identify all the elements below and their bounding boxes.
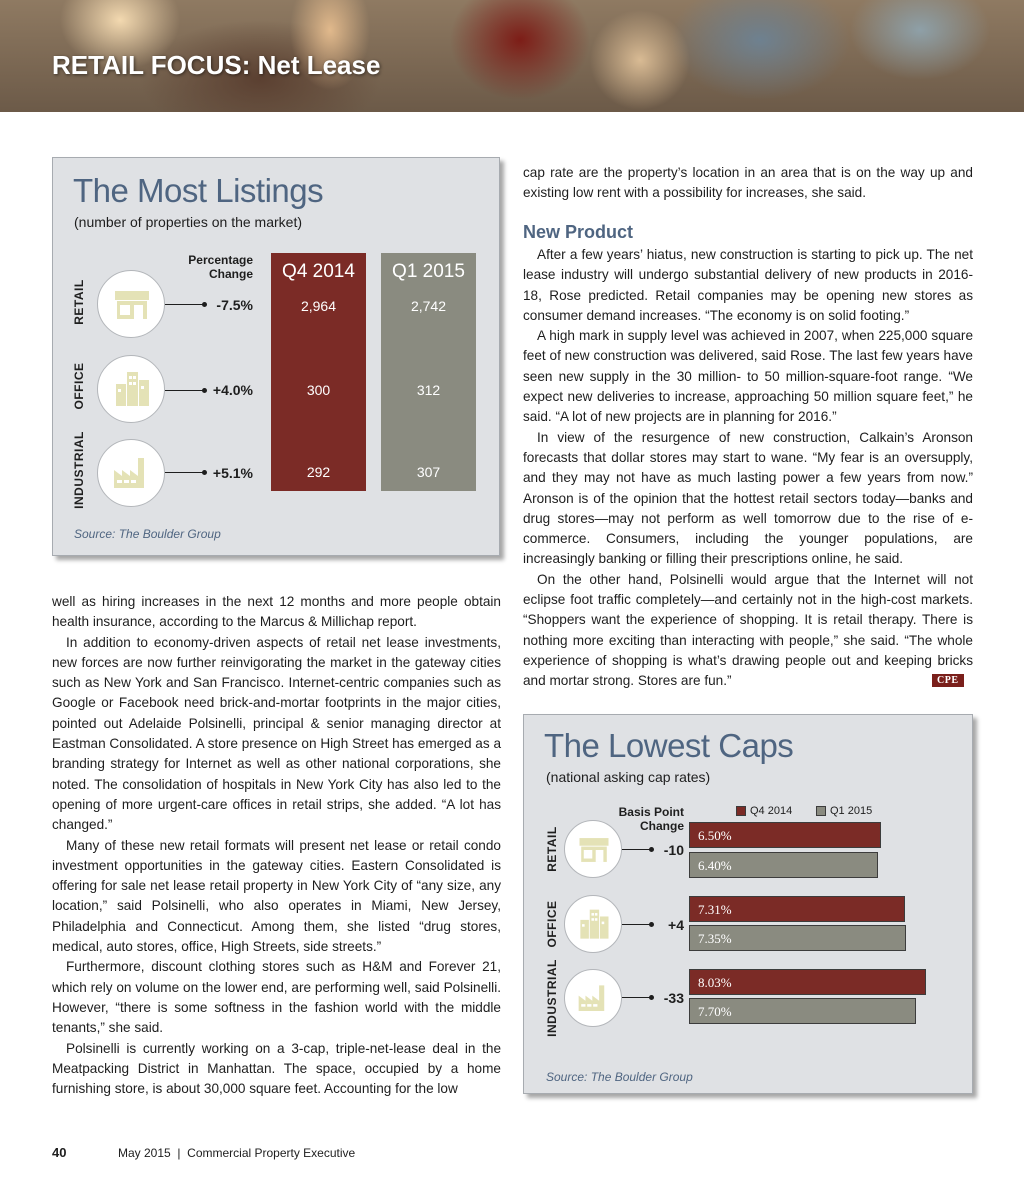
bar-industrial-q4-2014	[689, 969, 926, 995]
legend-label: Q1 2015	[830, 805, 873, 817]
bar-value-label: 7.35%	[698, 931, 732, 946]
storefront-icon	[97, 270, 165, 338]
q1-2015-header: Q1 2015	[392, 261, 465, 282]
right-column-body: After a few years’ hiatus, new construction is starting to pick up. The net lease industry will undergo substantial delivery of new products in 2016-18, Rose predicted. Retail companies may be opening new stores as consumer demand increases. “The economy is on solid footing.” A high mark in supply level was achieved in 2007, when 225,000 square feet of new construction was delivered, said Rose. The last few years have seen new supply in the 30 million- to 50 million-square-foot range. “We expect new deliveries to increase, approaching 50 million square feet,” he said. “A lot of new projects are in planning for 2016.” In view of the resurgence of new construction, Calkain’s Aronson forecasts that dollar stores may start to wane. “My fear is an oversupply, and they may not have as much lasting power a few years from now.” Aronson is of the opinion that the hottest retail sectors today—banks and drug stores—may not perform as well tomorrow due to the rise of e-commerce. Consumers, including the younger populations, are increasingly banking or filling their prescriptions online, he said. On the other hand, Polsinelli would argue that the Internet will not eclipse foot traffic completely—and certainly not in the high-cost markets. “Shoppers want the experience of shopping. It is retail therapy. There is nothing more exciting than interacting with people,” she said. “The whole experience of shopping is what’s drawing people out and keeping bricks and mortar strong. Stores are fun.”	[523, 247, 973, 689]
right-column-intro: cap rate are the property’s location in an area that is on the way up and existing low rent with a possibility for increases, she said.	[523, 165, 973, 201]
percentage-change-retail: -7.5%	[216, 297, 253, 313]
q4-2014-column	[271, 253, 366, 491]
cpe-end-mark: CPE	[932, 674, 964, 687]
listing-value: 2,742	[410, 298, 447, 314]
lowest-caps-title: The Lowest Caps	[544, 727, 794, 764]
lowest-caps-subtitle: (national asking cap rates)	[546, 769, 711, 785]
header-banner	[0, 0, 1024, 112]
bar-value-label: 6.50%	[698, 828, 732, 843]
bar-retail-q4-2014	[689, 822, 881, 848]
storefront-icon	[564, 820, 622, 878]
q4-2014-header: Q4 2014	[282, 261, 355, 282]
listing-value: 307	[416, 464, 441, 480]
bar-retail-q1-2015	[689, 852, 878, 878]
percentage-change-industrial: +5.1%	[212, 465, 253, 481]
listing-value: 300	[306, 382, 331, 398]
lowest-caps-box	[523, 714, 973, 1094]
factory-icon	[564, 969, 622, 1027]
bar-office-q1-2015	[689, 925, 906, 951]
bar-office-q4-2014	[689, 896, 905, 922]
office-buildings-icon	[564, 895, 622, 953]
percentage-change-header: Percentage Change	[188, 253, 253, 281]
percentage-change-office: +4.0%	[212, 382, 253, 398]
most-listings-subtitle: (number of properties on the market)	[74, 214, 302, 230]
most-listings-box	[52, 157, 500, 556]
row-label-industrial: INDUSTRIAL	[72, 431, 86, 509]
legend-swatch	[816, 806, 826, 816]
new-product-subhead: New Product	[523, 222, 634, 242]
legend-swatch	[736, 806, 746, 816]
page-number: 40	[52, 1145, 67, 1160]
bar-value-label: 7.70%	[698, 1004, 732, 1019]
bar-value-label: 7.31%	[698, 902, 732, 917]
footer-publication: May 2015 | Commercial Property Executive	[118, 1146, 356, 1160]
source-note: Source: The Boulder Group	[74, 527, 221, 541]
basis-point-change-industrial: -33	[663, 990, 684, 1006]
left-column-body: well as hiring increases in the next 12 months and more people obtain health insurance, according to the Marcus & Millichap report. In addition to economy-driven aspects of retail net lease investments, new forces are now further reinvigorating the market in the gateway cities such as New York and San Francisco. Internet-centric companies such as Google or Facebook need brick-and-mortar footprints in the major cities, pointed out Adelaide Polsinelli, principal & senior managing director at Eastman Consolidated. A store presence on High Street has emerged as a branding strategy for Internet as well as other national corporations, she noted. The consolidation of hospitals in New York City has also led to the opening of more urgent-care offices in retail strips, she added. “A lot has changed.” Many of these new retail formats will present net lease or retail condo investment opportunities in the gateway cities. Eastern Consolidated is offering for sale net lease retail property in New York City of “any size, any location,” said Polsinelli, who also operates in Miami, New Jersey, Philadelphia and Connecticut. Among them, she listed “drug stores, medical, auto stores, office, High Streets, side streets.” Furthermore, discount clothing stores such as H&M and Forever 21, which rely on volume on the lower end, are performing well, said Polsinelli. However, “there is some softness in the fashion world with the middle tenants,” she said. Polsinelli is currently working on a 3-cap, triple-net-lease deal in the Meatpacking District in Manhattan. The space, occupied by a home furnishing store, is about 30,000 square feet. Accounting for the low	[52, 594, 501, 1097]
source-note: Source: The Boulder Group	[546, 1070, 693, 1084]
legend-q1-2015	[816, 805, 872, 817]
row-label-retail: RETAIL	[72, 279, 86, 325]
section-title: RETAIL FOCUS: Net Lease	[52, 50, 381, 80]
listing-value: 292	[306, 464, 331, 480]
listing-value: 2,964	[300, 298, 337, 314]
factory-icon	[97, 439, 165, 507]
bar-value-label: 6.40%	[698, 858, 732, 873]
basis-point-change-office: +4	[668, 917, 684, 933]
row-label-office: OFFICE	[545, 900, 559, 948]
q1-2015-column	[381, 253, 476, 491]
most-listings-title: The Most Listings	[73, 172, 324, 209]
bar-industrial-q1-2015	[689, 998, 916, 1024]
listing-value: 312	[416, 382, 441, 398]
bar-value-label: 8.03%	[698, 975, 732, 990]
office-buildings-icon	[97, 355, 165, 423]
row-label-retail: RETAIL	[545, 826, 559, 872]
legend-q4-2014	[736, 805, 792, 817]
row-label-industrial: INDUSTRIAL	[545, 959, 559, 1037]
legend-label: Q4 2014	[750, 805, 793, 817]
row-label-office: OFFICE	[72, 362, 86, 410]
basis-point-change-header: Basis Point Change	[618, 805, 684, 833]
basis-point-change-retail: -10	[663, 842, 684, 858]
